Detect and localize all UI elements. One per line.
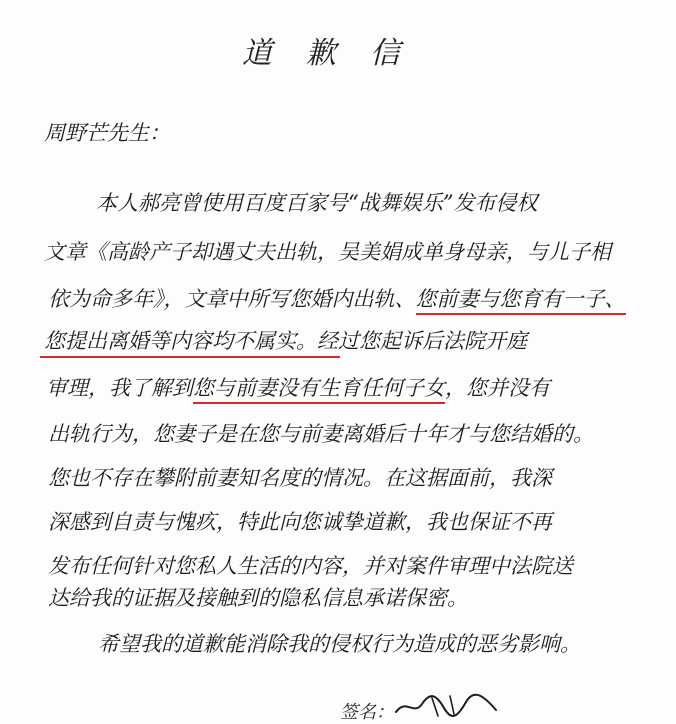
body-line-10: 达给我的证据及接触到的隐私信息承诺保密。: [48, 586, 468, 610]
body-line-4: [44, 325, 527, 355]
body-line-8: 深感到自责与愧疚，特此向您诚挚道歉，我也保证不再: [48, 510, 552, 534]
red-underline-line-4: [40, 356, 340, 358]
salutation: 周野芒先生：: [44, 121, 170, 145]
body-line-11: 希望我的道歉能消除我的侵权行为造成的恶劣影响。: [98, 632, 581, 656]
body-line-5-tail: ，您并没有: [445, 376, 550, 400]
body-line-4-text: 您提出离婚等内容均不属实。经过您起诉后法院开庭: [44, 329, 527, 353]
body-line-1: 本人郝亮曾使用百度百家号“战舞娱乐”发布侵权: [96, 191, 538, 215]
signature-icon: [392, 690, 502, 724]
body-line-2: 文章《高龄产子却遇丈夫出轨，吴美娟成单身母亲，与儿子相: [44, 240, 611, 264]
signature-label: 签名：: [340, 702, 394, 723]
body-line-9: 发布任何针对您私人生活的内容，并对案件审理中法院送: [48, 554, 573, 578]
underlined-phrase-1: 您前妻与您育有一子、: [416, 287, 626, 315]
body-line-5-text: 审理，我了解到: [46, 376, 193, 400]
body-line-3-text: 依为命多年》，文章中所写您婚内出轨、: [48, 287, 416, 311]
letter-title: 道歉信: [242, 36, 434, 71]
body-line-5: [46, 372, 550, 402]
body-line-3: [48, 283, 626, 313]
body-line-6: 出轨行为，您妻子是在您与前妻离婚后十年才与您结婚的。: [48, 422, 594, 446]
body-line-7: 您也不存在攀附前妻知名度的情况。在这据面前，我深: [48, 466, 552, 490]
underlined-phrase-2: 您与前妻没有生育任何子女: [193, 376, 445, 404]
